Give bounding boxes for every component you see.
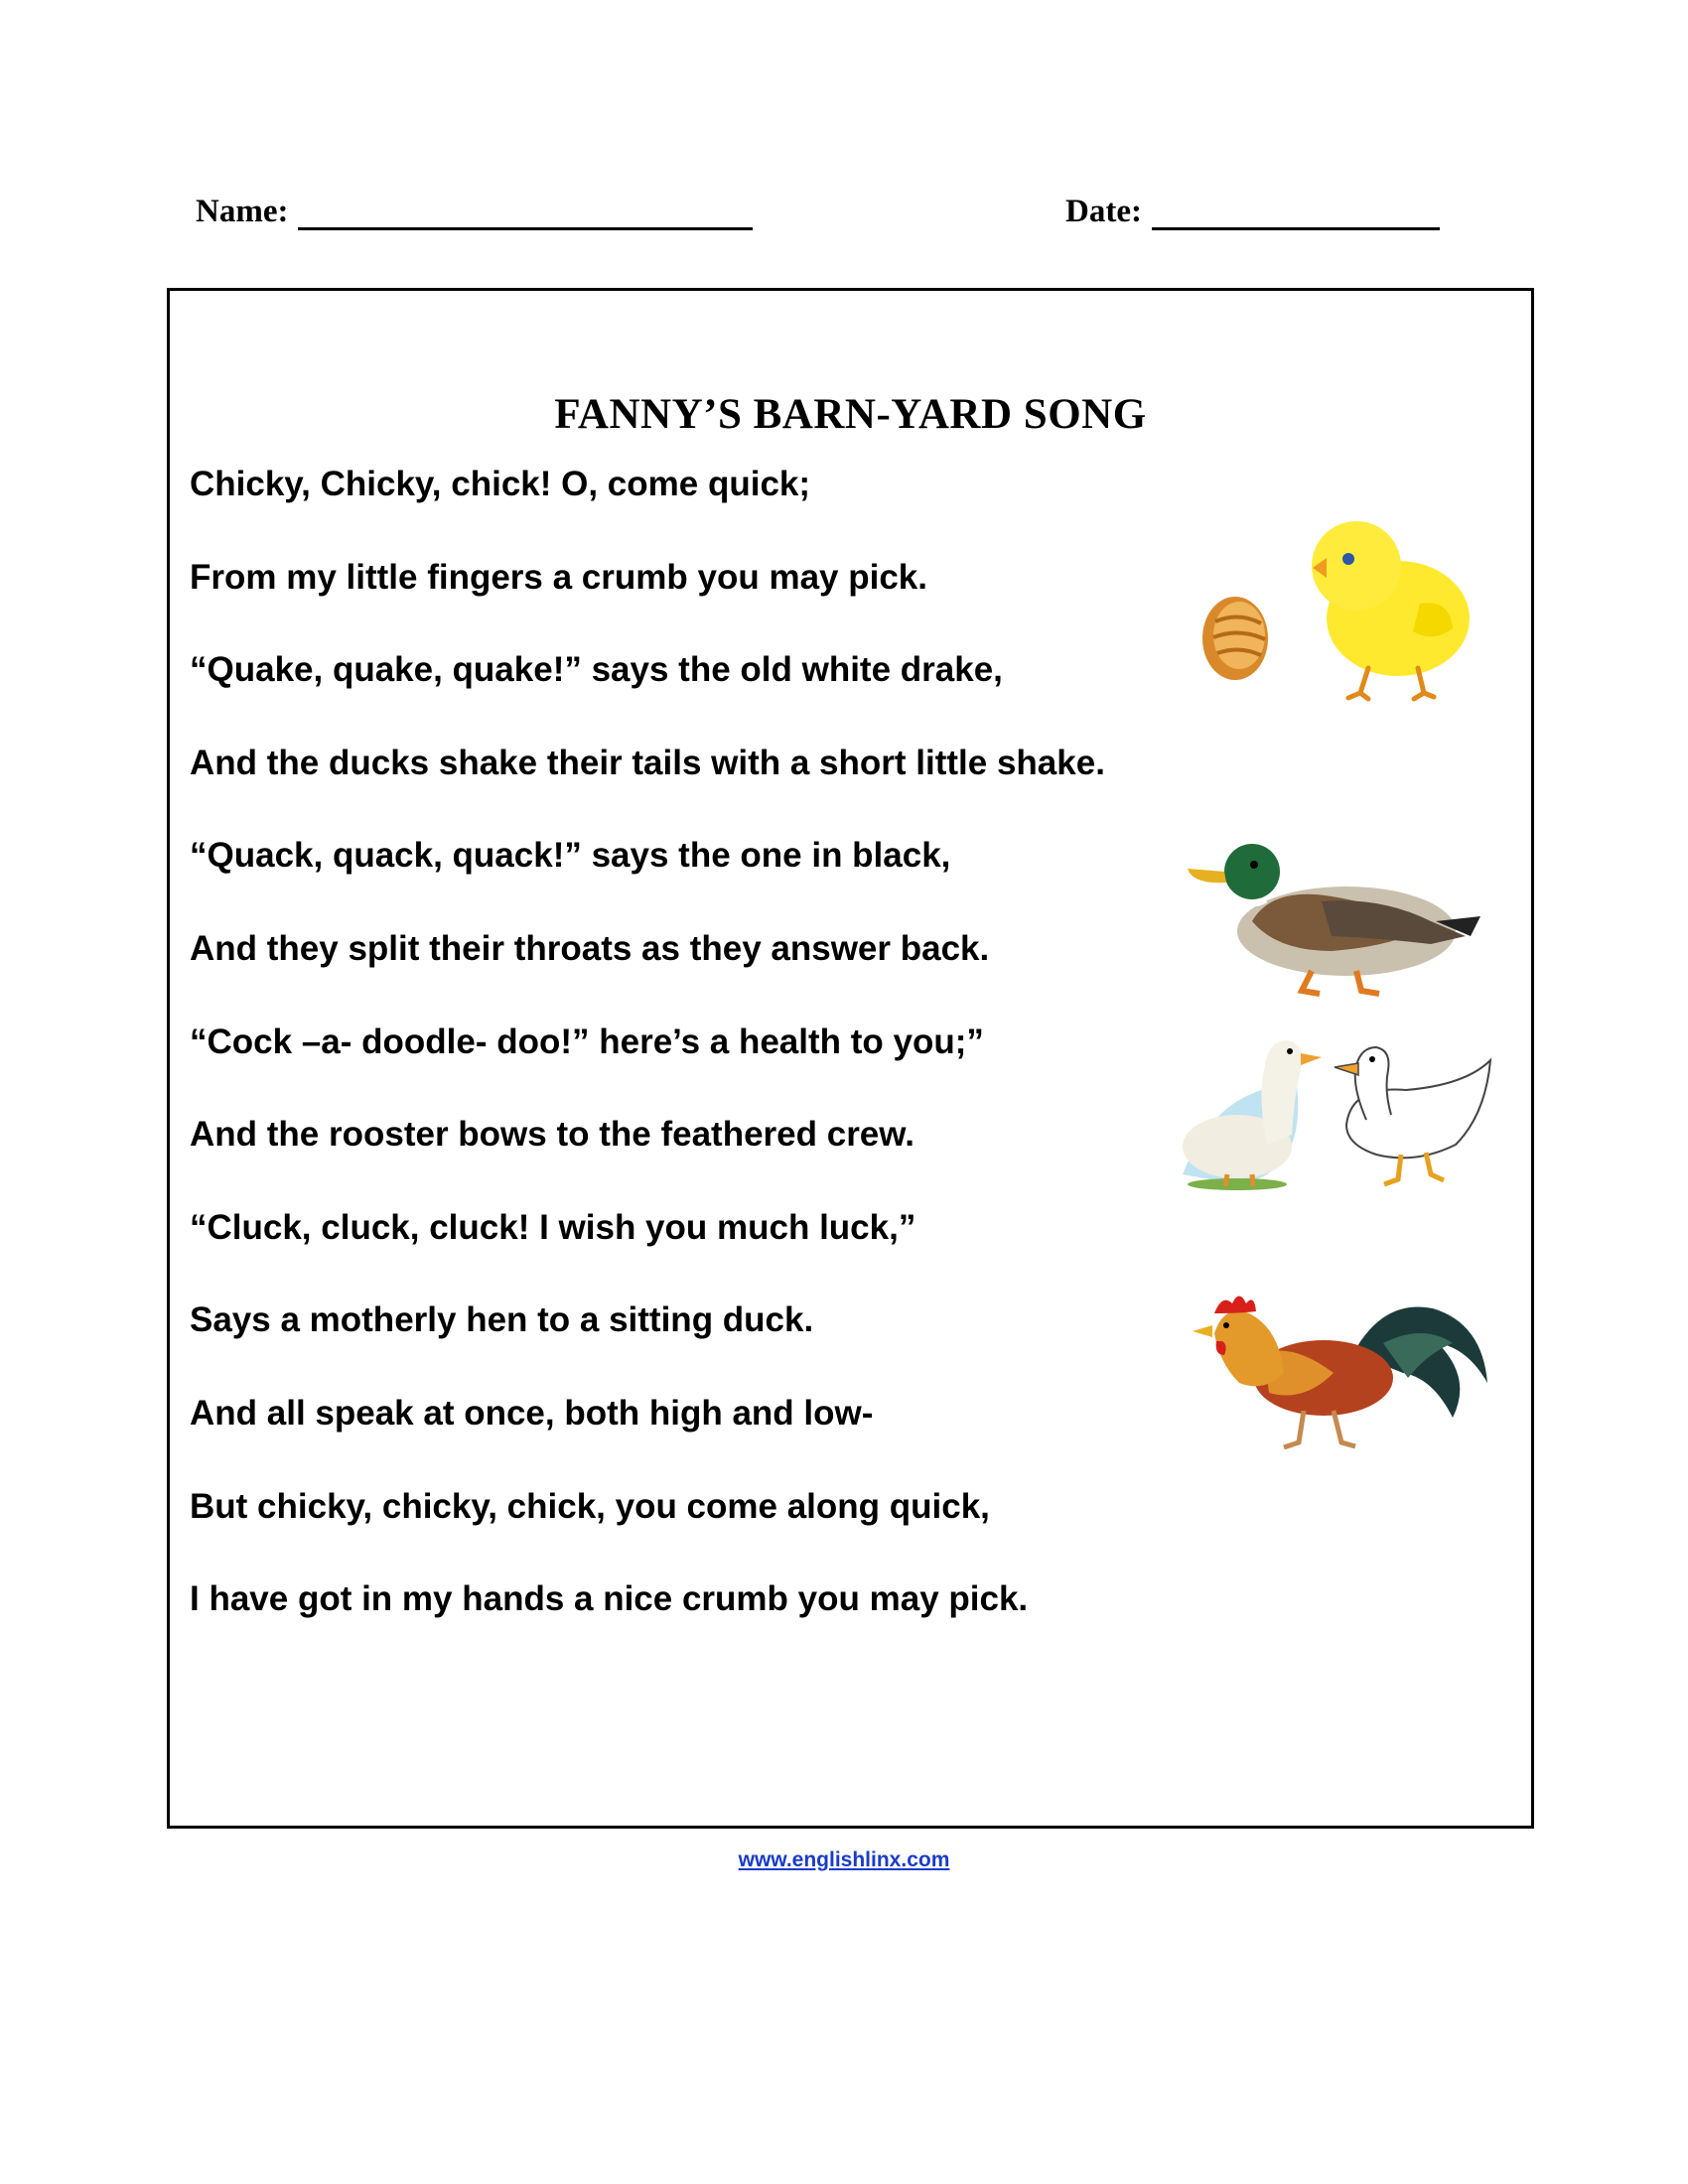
crumb-icon — [1202, 589, 1283, 688]
poem-line: Says a motherly hen to a sitting duck. — [190, 1300, 814, 1340]
poem-line: “Quack, quack, quack!” says the one in black, — [190, 836, 951, 876]
poem-line: “Quake, quake, quake!” says the old white drake, — [190, 650, 1003, 690]
website-link[interactable]: www.englishlinx.com — [738, 1848, 950, 1871]
poem-line: And the ducks shake their tails with a short little shake. — [190, 743, 1105, 782]
poem-line: And the rooster bows to the feathered crew. — [190, 1115, 914, 1155]
poem-line: “Cock –a- doodle- doo!” here’s a health to you;” — [190, 1022, 984, 1061]
chick-illustration — [1190, 504, 1487, 703]
name-field — [196, 194, 753, 230]
poem-line: I have got in my hands a nice crumb you may pick. — [190, 1579, 1029, 1619]
poem-line: Chicky, Chicky, chick! O, come quick; — [190, 465, 811, 503]
poem-box — [167, 288, 1534, 1829]
poem-line: And they split their throats as they answer back. — [190, 928, 990, 968]
chick-icon — [1312, 521, 1470, 699]
poem-line: From my little fingers a crumb you may pick. — [190, 557, 927, 597]
header-row — [196, 194, 1447, 243]
date-label: Date: — [1065, 194, 1142, 229]
poem-title: FANNY’S BARN-YARD SONG — [554, 391, 1147, 438]
mallard-icon — [1188, 844, 1480, 994]
date-blank-line — [1152, 198, 1440, 230]
date-field — [1065, 194, 1440, 230]
name-label: Name: — [196, 194, 289, 229]
poem-lines — [190, 445, 1183, 1653]
white-duck-icon — [1335, 1047, 1490, 1184]
rooster-icon — [1193, 1297, 1487, 1448]
poem-line: And all speak at once, both high and low- — [190, 1393, 874, 1433]
rooster-illustration — [1185, 1284, 1492, 1452]
name-blank-line — [298, 198, 753, 230]
white-ducks-illustration — [1178, 1025, 1495, 1194]
poem-line: But chicky, chicky, chick, you come along quick, — [190, 1486, 990, 1526]
poem-line: “Cluck, cluck, cluck! I wish you much luck,” — [190, 1207, 916, 1247]
mallard-duck-illustration — [1183, 827, 1490, 1001]
white-goose-icon — [1183, 1040, 1322, 1190]
